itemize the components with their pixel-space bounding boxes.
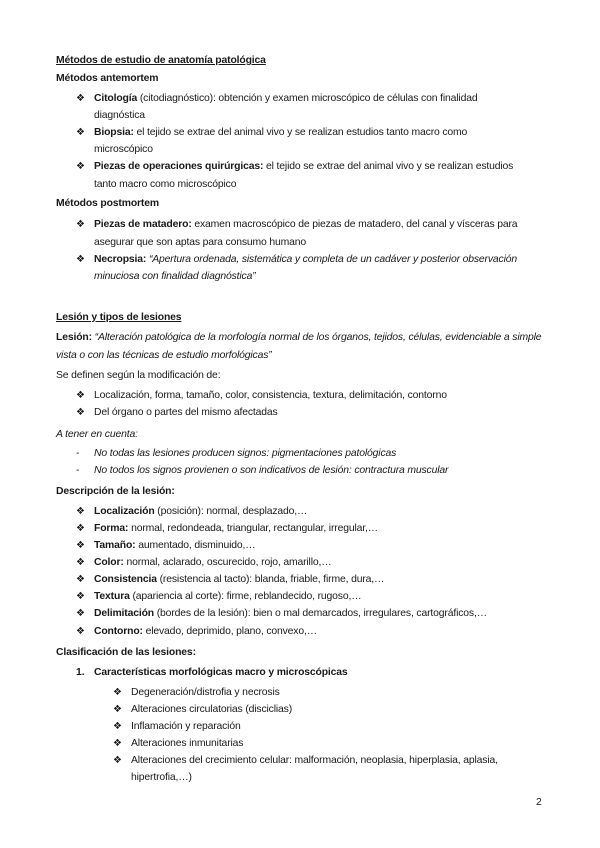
list-item: Forma: normal, redondeada, triangular, rectangular, irregular,… bbox=[94, 523, 378, 534]
diamond-bullet-icon: ❖ bbox=[113, 721, 122, 732]
class-number: 1. bbox=[76, 667, 85, 678]
class-heading: Clasificación de las lesiones: bbox=[56, 647, 196, 658]
list-item: Contorno: elevado, deprimido, plano, convexo,… bbox=[94, 626, 317, 637]
list-item: Degeneración/distrofia y necrosis bbox=[131, 687, 280, 698]
list-item: Tamaño: aumentado, disminuido,… bbox=[94, 540, 256, 551]
note-item: No todas las lesiones producen signos: pigmentaciones patológicas bbox=[94, 448, 397, 459]
section-title-lesion: Lesión y tipos de lesiones bbox=[56, 312, 182, 323]
heading-antemortem: Métodos antemortem bbox=[56, 73, 159, 84]
list-item: Biopsia: el tejido se extrae del animal vivo y se realizan estudios tanto macro como bbox=[94, 127, 468, 138]
list-item: Color: normal, aclarado, oscurecido, rojo, amarillo,… bbox=[94, 557, 332, 568]
note-item: No todos los signos provienen o son indicativos de lesión: contractura muscular bbox=[94, 465, 449, 476]
diamond-bullet-icon: ❖ bbox=[76, 608, 85, 619]
list-item: Alteraciones del crecimiento celular: malformación, neoplasia, hiperplasia, aplasia, bbox=[131, 755, 498, 766]
lesion-definition: Lesión: “Alteración patológica de la morfología normal de los órganos, tejidos, células, evidenciable a simple bbox=[56, 332, 542, 343]
list-item: Alteraciones circulatorias (disciclias) bbox=[131, 704, 293, 715]
heading-postmortem: Métodos postmortem bbox=[56, 198, 159, 209]
list-item: Consistencia (resistencia al tacto): blanda, friable, firme, dura,… bbox=[94, 574, 385, 585]
diamond-bullet-icon: ❖ bbox=[76, 161, 85, 172]
diamond-bullet-icon: ❖ bbox=[76, 574, 85, 585]
list-item-continuation: tanto macro como microscópico bbox=[94, 179, 237, 190]
list-item: Inflamación y reparación bbox=[131, 721, 241, 732]
list-item: Alteraciones inmunitarias bbox=[131, 738, 244, 749]
desc-heading: Descripción de la lesión: bbox=[56, 486, 175, 497]
dash-bullet-icon: - bbox=[76, 465, 80, 476]
list-item: Citología (citodiagnóstico): obtención y examen microscópico de células con finalidad bbox=[94, 93, 478, 104]
page-number: 2 bbox=[536, 797, 542, 808]
diamond-bullet-icon: ❖ bbox=[76, 407, 85, 418]
diamond-bullet-icon: ❖ bbox=[76, 219, 85, 230]
diamond-bullet-icon: ❖ bbox=[76, 591, 85, 602]
list-item: Localización (posición): normal, desplazado,… bbox=[94, 506, 308, 517]
list-item-continuation: diagnóstica bbox=[94, 110, 145, 121]
list-item-continuation: minuciosa con finalidad diagnóstica” bbox=[94, 271, 256, 282]
mods-intro: Se definen según la modificación de: bbox=[56, 370, 221, 381]
dash-bullet-icon: - bbox=[76, 448, 80, 459]
note-heading: A tener en cuenta: bbox=[56, 429, 138, 440]
list-item: Textura (apariencia al corte): firme, reblandecido, rugoso,… bbox=[94, 591, 362, 602]
diamond-bullet-icon: ❖ bbox=[76, 540, 85, 551]
lesion-definition-continuation: vista o con las técnicas de estudio morfológicas” bbox=[56, 350, 272, 361]
section-title-metodos: Métodos de estudio de anatomía patológica bbox=[56, 55, 266, 66]
list-item-continuation: microscópico bbox=[94, 144, 153, 155]
diamond-bullet-icon: ❖ bbox=[76, 626, 85, 637]
diamond-bullet-icon: ❖ bbox=[76, 127, 85, 138]
diamond-bullet-icon: ❖ bbox=[76, 254, 85, 265]
diamond-bullet-icon: ❖ bbox=[76, 557, 85, 568]
diamond-bullet-icon: ❖ bbox=[113, 755, 122, 766]
diamond-bullet-icon: ❖ bbox=[113, 704, 122, 715]
class-title: Características morfológicas macro y microscópicas bbox=[94, 667, 348, 678]
diamond-bullet-icon: ❖ bbox=[76, 93, 85, 104]
list-item: Piezas de matadero: examen macroscópico de piezas de matadero, del canal y vísceras para bbox=[94, 219, 518, 230]
diamond-bullet-icon: ❖ bbox=[113, 738, 122, 749]
list-item-continuation: hipertrofia,…) bbox=[131, 772, 192, 783]
list-item: Delimitación (bordes de la lesión): bien o mal demarcados, irregulares, cartográficos,… bbox=[94, 608, 487, 619]
list-item: Del órgano o partes del mismo afectadas bbox=[94, 407, 278, 418]
diamond-bullet-icon: ❖ bbox=[76, 506, 85, 517]
diamond-bullet-icon: ❖ bbox=[113, 687, 122, 698]
diamond-bullet-icon: ❖ bbox=[76, 390, 85, 401]
list-item-continuation: asegurar que son aptas para consumo humano bbox=[94, 237, 307, 248]
list-item: Piezas de operaciones quirúrgicas: el tejido se extrae del animal vivo y se realizan estudios bbox=[94, 161, 514, 172]
diamond-bullet-icon: ❖ bbox=[76, 523, 85, 534]
list-item: Localización, forma, tamaño, color, consistencia, textura, delimitación, contorno bbox=[94, 390, 447, 401]
list-item: Necropsia: “Apertura ordenada, sistemática y completa de un cadáver y posterior observación bbox=[94, 254, 517, 265]
